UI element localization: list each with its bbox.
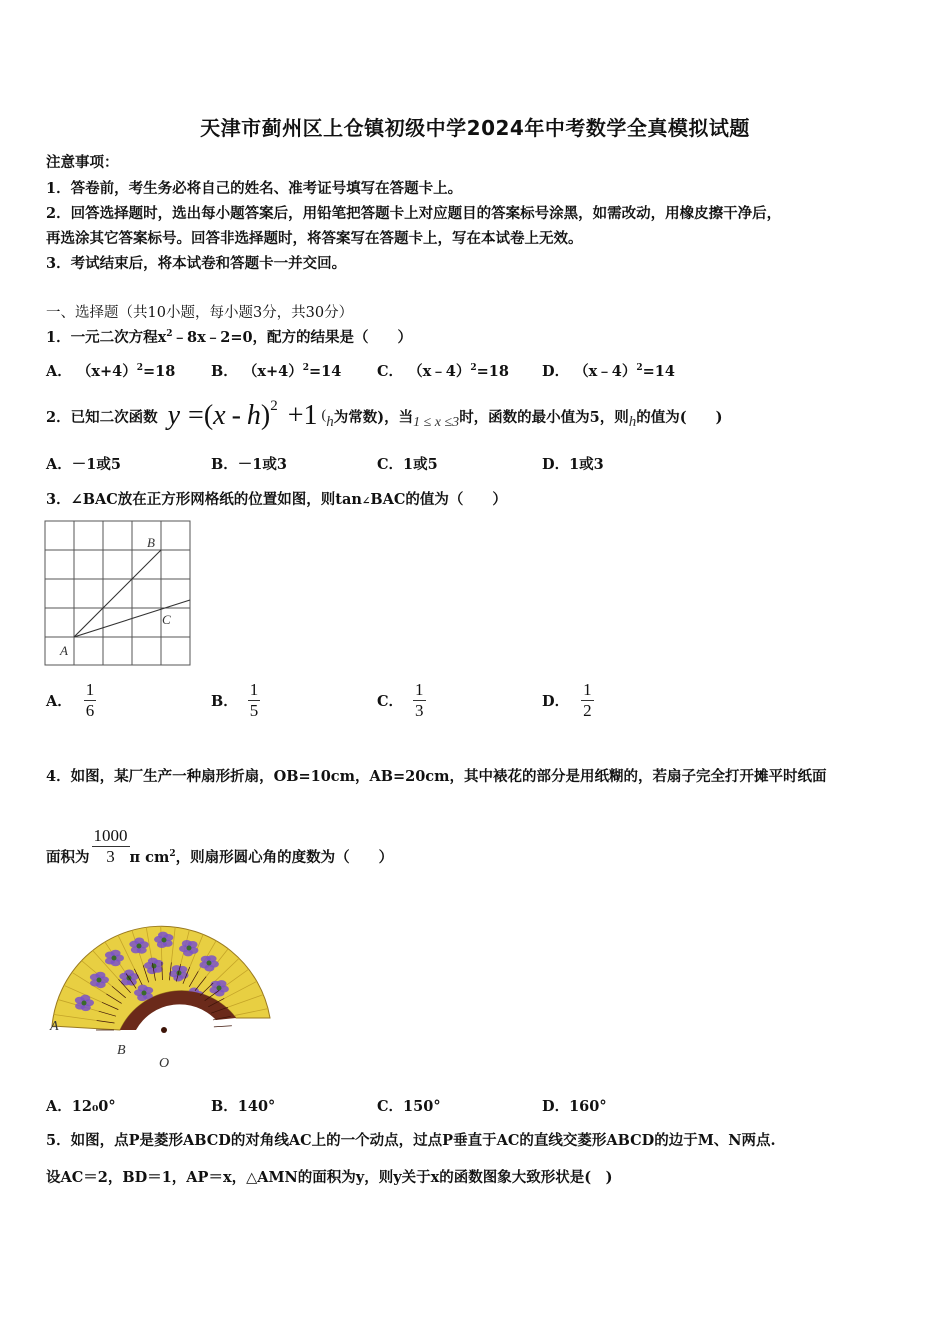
question-2-stem (46, 396, 723, 436)
option-text: =18 (476, 363, 509, 380)
flower-center (162, 938, 167, 943)
flower-center (112, 956, 117, 961)
q4-option-a[interactable] (46, 1095, 116, 1116)
q4-unit-sup: 2 (169, 849, 176, 860)
q2-h-symbol: h (326, 413, 334, 430)
q2-func-h: h (246, 400, 261, 431)
option-label: A． (46, 363, 72, 380)
q1-stem-sup: 2 (166, 329, 173, 340)
flower-petal (138, 985, 148, 992)
flower-petal (183, 949, 193, 956)
q1-option-b[interactable] (211, 360, 341, 381)
question-5-stem-cont: 设AC＝2，BD＝1，AP＝x，△AMN的面积为y，则y关于x的函数图象大致形状是( ) (46, 1169, 613, 1186)
option-text: 150° (403, 1098, 441, 1115)
q4-fraction (92, 826, 130, 867)
notice-item: 再选涂其它答案标号。回答非选择题时，将答案写在答题卡上，写在本试卷上无效。 (46, 230, 583, 247)
q2-func-close: ) (260, 400, 271, 431)
fan-label-b: B (117, 1043, 126, 1058)
flower-petal (111, 950, 121, 957)
ray-ab (74, 550, 161, 637)
q4-stem-tail: ，则扇形圆心角的度数为（ ） (175, 849, 394, 866)
flower-center (97, 978, 102, 983)
flower-center (82, 1001, 87, 1006)
option-label: D． (542, 1098, 570, 1115)
flower-center (142, 991, 147, 996)
option-text: 1或5 (403, 456, 438, 473)
q3-option-c[interactable] (377, 680, 426, 721)
question-4-stem: 4．如图，某厂生产一种扇形折扇，OB=10cm，AB=20cm，其中裱花的部分是用纸糊的，若扇子完全打开摊平时纸面 (46, 768, 827, 785)
option-label: D． (542, 363, 570, 380)
q2-paren: ( (321, 408, 327, 423)
q3-option-a[interactable] (46, 680, 96, 721)
question-3-stem (46, 488, 507, 509)
page-title: 天津市蓟州区上仓镇初级中学2024年中考数学全真模拟试题 (200, 116, 750, 140)
option-label: D． (542, 693, 570, 710)
q3-angle-symbol: ∠ (361, 496, 371, 507)
label-a: A (60, 643, 68, 658)
q2-func-tail: +1 (287, 400, 318, 431)
option-label: C． (377, 693, 404, 710)
flower-center (217, 986, 222, 991)
notice-item: 2．回答选择题时，选出每小题答案后，用铅笔把答题卡上对应题目的答案标号涂黑，如需改动，用橡皮擦干净后， (46, 205, 782, 222)
q2-option-d[interactable] (542, 453, 604, 474)
flower-center (152, 964, 157, 969)
fraction-den: 5 (249, 701, 259, 720)
option-text: （x﹣4） (574, 363, 637, 380)
q1-stem-part: ﹣8x﹣2=0，配方的结果是（ ） (172, 329, 413, 346)
q4-option-d[interactable] (542, 1095, 607, 1116)
option-text: （x﹣4） (408, 363, 471, 380)
notice-heading: 注意事项： (46, 154, 119, 171)
flower-center (187, 946, 192, 951)
fraction-num: 1 (415, 680, 424, 699)
fraction-num: 1 (85, 680, 95, 699)
option-label: C． (377, 363, 404, 380)
q2-func-eq: =( (188, 400, 214, 431)
fraction-den: 6 (85, 701, 95, 720)
option-text: =14 (642, 363, 675, 380)
option-label: C． (377, 456, 404, 473)
option-sup: 2 (636, 363, 643, 374)
option-text: 160° (569, 1098, 607, 1115)
q2-func-x: x (213, 400, 226, 431)
q1-stem-part: 1．一元二次方程x (46, 329, 167, 346)
option-fraction (581, 680, 594, 721)
q2-stem-part: 的值为( ) (636, 408, 723, 426)
fan-label-a: A (50, 1019, 59, 1034)
option-label: C． (377, 1098, 404, 1115)
option-sup: 2 (136, 363, 143, 374)
q2-stem-part: 2．已知二次函数 (46, 408, 158, 426)
option-label: B． (211, 693, 238, 710)
option-fraction (248, 680, 261, 721)
option-label: A． (46, 1098, 72, 1115)
q1-option-d[interactable] (542, 360, 675, 381)
fraction-den: 3 (415, 701, 424, 720)
option-sup: 2 (470, 363, 477, 374)
q4-stem-part: 面积为 (46, 849, 90, 866)
q1-option-c[interactable] (377, 360, 509, 381)
q4-fan-figure (44, 918, 274, 1073)
question-4-stem-cont (46, 826, 393, 867)
notice-item: 1．答卷前，考生务必将自己的姓名、准考证号填写在答题卡上。 (46, 180, 463, 197)
q3-option-d[interactable] (542, 680, 594, 721)
q3-stem-part: 3．∠BAC放在正方形网格纸的位置如图，则tan (46, 491, 362, 508)
q2-option-c[interactable] (377, 453, 438, 474)
option-text: －1或5 (71, 456, 121, 473)
notice-item: 3．考试结束后，将本试卷和答题卡一并交回。 (46, 255, 347, 272)
fraction-num: 1 (583, 680, 592, 699)
option-text: （x+4） (242, 363, 303, 380)
q2-option-a[interactable] (46, 453, 121, 474)
option-text: －1或3 (237, 456, 287, 473)
option-label: B． (211, 1098, 238, 1115)
option-sup: 2 (302, 363, 309, 374)
flower-petal (124, 970, 134, 977)
option-fraction (84, 680, 97, 721)
q1-option-a[interactable] (46, 360, 175, 381)
fraction-num: 1000 (93, 826, 128, 845)
q4-unit: π cm (129, 849, 170, 866)
option-label: A． (46, 693, 72, 710)
option-text: 12₀0° (71, 1098, 116, 1115)
option-label: D． (542, 456, 570, 473)
q4-option-b[interactable] (211, 1095, 275, 1116)
option-text: 140° (237, 1098, 276, 1115)
option-text: =18 (142, 363, 176, 380)
question-1-stem (46, 326, 412, 347)
q2-range: 1 ≤ x ≤3 (413, 415, 460, 430)
q2-stem-part: 为常数)，当 (333, 408, 414, 426)
question-5-stem: 5．如图，点P是菱形ABCD的对角线AC上的一个动点，过点P垂直于AC的直线交菱形ABCD的边于M、N两点. (46, 1132, 776, 1149)
q3-option-b[interactable] (211, 680, 260, 721)
q2-func-sup: 2 (270, 398, 278, 414)
q2-stem-part: 时，函数的最小值为5，则 (459, 408, 629, 426)
q4-option-c[interactable] (377, 1095, 441, 1116)
option-text: （x+4） (76, 363, 137, 380)
q2-func-minus: - (231, 400, 241, 431)
flower-center (207, 961, 212, 966)
q2-func-y: y (167, 400, 181, 431)
fraction-den: 2 (583, 701, 592, 720)
option-label: B． (211, 456, 238, 473)
q2-option-b[interactable] (211, 453, 287, 474)
label-b: B (147, 535, 155, 550)
fan-label-o: O (159, 1056, 170, 1071)
option-fraction (413, 680, 426, 721)
q2-h-symbol: h (628, 413, 637, 430)
option-text: =14 (308, 363, 342, 380)
flower-center (137, 944, 142, 949)
option-text: 1或3 (569, 456, 604, 473)
q3-grid-figure (44, 520, 192, 668)
fraction-num: 1 (249, 680, 259, 699)
section-heading: 一、选择题（共10小题，每小题3分，共30分） (46, 305, 354, 321)
option-label: B． (211, 363, 238, 380)
fan-pivot (161, 1027, 167, 1033)
label-c: C (162, 612, 171, 627)
q3-stem-part: BAC的值为（ ） (370, 491, 507, 508)
q4-stem-part (130, 846, 394, 867)
option-label: A． (46, 456, 72, 473)
fraction-den: 3 (106, 847, 115, 866)
